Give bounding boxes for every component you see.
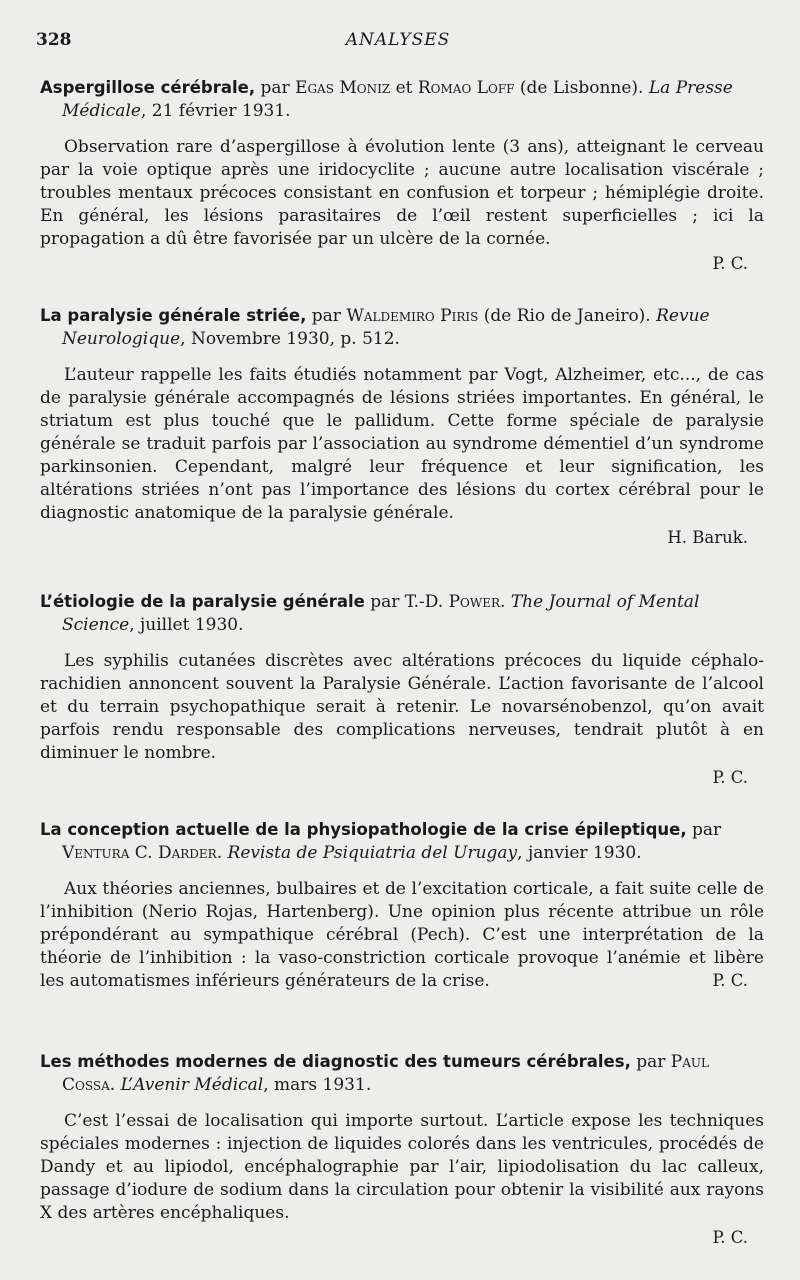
review-signature: P. C. <box>712 768 748 787</box>
review-body: Les syphilis cutanées discrètes avec altérations précoces du liquide céphalo-rachidien annoncent souvent la Paralysie Générale. L’action favorisante de l’alcool et du terrain psychopathique serait à retenir. Le novarsénobenzol, qu’on avait parfois rendu responsable des complications nerveuses, tendrait plutôt à en diminuer le nombre. <box>40 651 764 763</box>
review-heading: Aspergillose cérébrale, par Egas Moniz et Romao Loff (de Lisbonne). La Presse Médicale, 21 février 1931. <box>40 78 733 121</box>
review-body: C’est l’essai de localisation qui importe surtout. L’article expose les techniques spéciales modernes : injection de liquides colorés dans les ventricules, procédés de Dandy et au lipiodol, encéphalographie par l’air, lipiodolisation du lac calleux, passage d’iodure de sodium dans la circulation pour obtenir la visibilité aux rayons X des artères encéphaliques. <box>40 1111 764 1223</box>
review-heading: Les méthodes modernes de diagnostic des tumeurs cérébrales, par Paul Cossa. L’Avenir Médical, mars 1931. <box>40 1052 709 1095</box>
review-2 <box>40 304 764 549</box>
review-signature: P. C. <box>712 971 748 990</box>
review-body: Observation rare d’aspergillose à évolution lente (3 ans), atteignant le cerveau par la voie optique après une iridocyclite ; aucune autre localisation viscérale ; troubles mentaux précoces consistant en confusion et torpeur ; hémiplégie droite. En général, les lésions parasitaires de l’œil restent superficielles ; ici la propagation a dû être favorisée par un ulcère de la cornée. <box>40 137 764 249</box>
review-signature: P. C. <box>712 1228 748 1247</box>
review-body: L’auteur rappelle les faits étudiés notamment par Vogt, Alzheimer, etc..., de cas de paralysie générale accompagnés de lésions striées importantes. En général, le striatum est plus touché que le pallidum. Cette forme spéciale de paralysie générale se traduit parfois par l’association au syndrome démentiel d’un syndrome parkinsonien. Cependant, malgré leur fréquence et leur signification, les altérations striées n’ont pas l’importance des lésions du cortex cérébral pour le diagnostic anatomique de la paralysie générale. <box>40 365 764 523</box>
review-author: Romao Loff <box>417 78 515 98</box>
review-5 <box>40 1050 764 1249</box>
review-journal: Revista de Psiquiatria del Urugay <box>227 843 518 863</box>
page-number: 328 <box>36 30 72 50</box>
review-1 <box>40 76 764 275</box>
review-3 <box>40 590 764 789</box>
section-title: ANALYSES <box>345 30 451 50</box>
review-journal: La Presse Médicale <box>62 78 733 121</box>
review-title: Les méthodes modernes de diagnostic des tumeurs cérébrales, <box>40 1052 631 1071</box>
review-journal: L’Avenir Médical <box>120 1075 264 1095</box>
review-author: Egas Moniz <box>295 78 391 98</box>
review-body: Aux théories anciennes, bulbaires et de l’excitation corticale, a fait suite celle de l’inhibition (Nerio Rojas, Hartenberg). Une opinion plus récente attribue un rôle prépondérant au sympathique cérébral (Pech). C’est une interprétation de la théorie de l’inhibition : la vaso-constriction corticale provoque l’anémie et libère les automatismes inférieurs générateurs de la crise. P. C. <box>40 879 764 991</box>
review-author: Paul Cossa <box>62 1052 709 1095</box>
review-heading: La paralysie générale striée, par Waldemiro Piris (de Rio de Janeiro). Revue Neurologique, Novembre 1930, p. 512. <box>40 306 710 349</box>
review-title: Aspergillose cérébrale, <box>40 78 256 97</box>
review-signature: H. Baruk. <box>667 528 748 547</box>
review-signature: P. C. <box>712 254 748 273</box>
review-author: Ventura C. Darder <box>62 843 217 863</box>
running-head <box>36 30 760 54</box>
review-heading: La conception actuelle de la physiopathologie de la crise épileptique, par Ventura C. Darder. Revista de Psiquiatria del Urugay, janvier 1930. <box>40 820 722 863</box>
review-heading: L’étiologie de la paralysie générale par T.-D. Power. The Journal of Mental Science, juillet 1930. <box>40 592 700 635</box>
review-journal: The Journal of Mental Science <box>62 592 700 635</box>
review-author: T.-D. Power <box>404 592 501 612</box>
review-journal: Revue Neurologique <box>62 306 710 349</box>
review-title: La conception actuelle de la physiopathologie de la crise épileptique, <box>40 820 687 839</box>
review-title: L’étiologie de la paralysie générale <box>40 592 365 611</box>
review-title: La paralysie générale striée, <box>40 306 307 325</box>
review-4 <box>40 818 764 993</box>
review-author: Waldemiro Piris <box>346 306 479 326</box>
